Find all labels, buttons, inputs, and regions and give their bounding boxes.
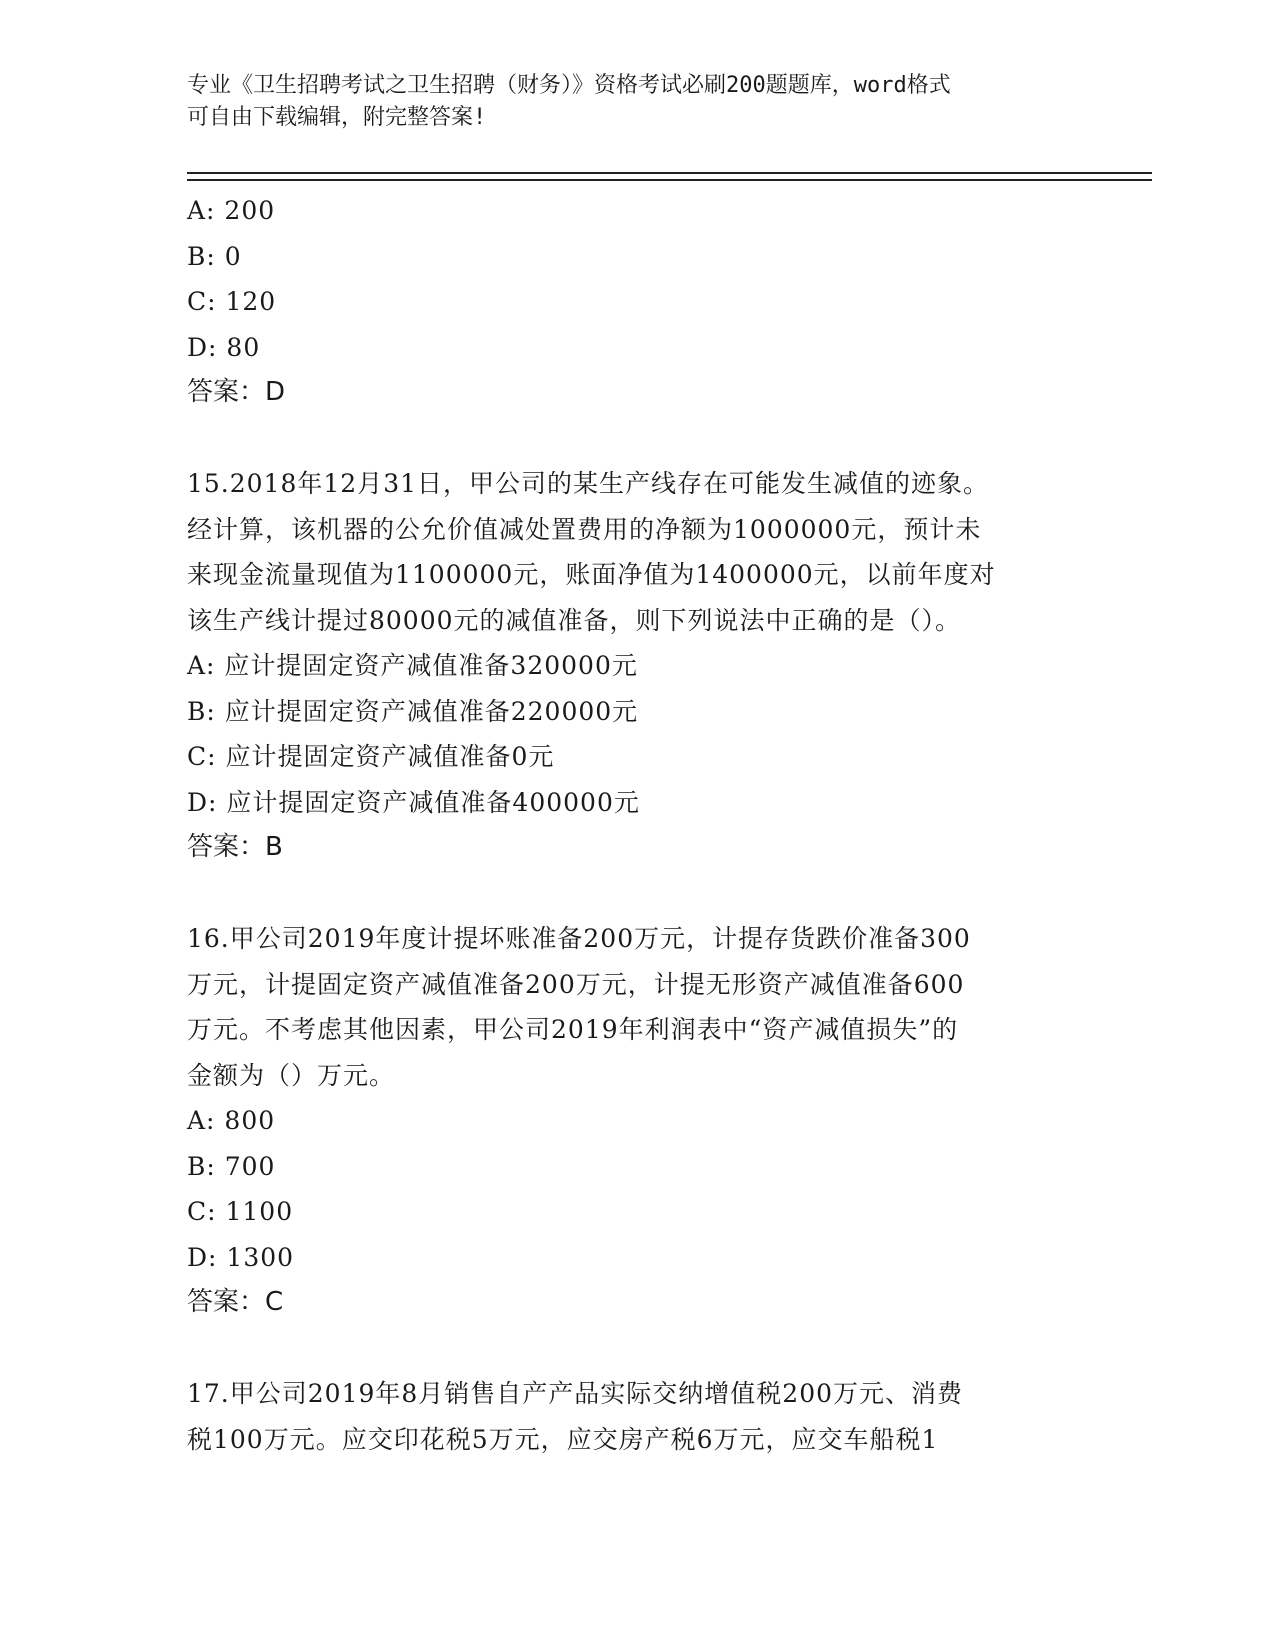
document-header bbox=[187, 70, 1087, 134]
header-divider-bottom bbox=[187, 179, 1152, 181]
question-15 bbox=[187, 461, 1087, 871]
question-text-line: 万元。不考虑其他因素，甲公司2019年利润表中“资产减值损失”的 bbox=[187, 1015, 959, 1044]
prev-question bbox=[187, 188, 1087, 416]
header-divider-top bbox=[187, 172, 1152, 174]
option-a: A: 200 bbox=[187, 196, 276, 225]
question-text-line: 15.2018年12月31日，甲公司的某生产线存在可能发生减值的迹象。 bbox=[187, 469, 990, 498]
option-c: C: 120 bbox=[187, 287, 277, 316]
question-text-line: 经计算，该机器的公允价值减处置费用的净额为1000000元，预计未 bbox=[187, 514, 982, 544]
question-text-line: 来现金流量现值为1100000元，账面净值为1400000元，以前年度对 bbox=[187, 560, 996, 589]
question-text-line: 万元，计提固定资产减值准备200万元，计提无形资产减值准备600 bbox=[187, 969, 965, 999]
header-line-2: 可自由下载编辑，附完整答案! bbox=[187, 105, 487, 130]
question-text-line: 金额为（）万元。 bbox=[187, 1060, 396, 1090]
option-d: D: 1300 bbox=[187, 1242, 295, 1272]
option-a: A: 800 bbox=[187, 1106, 276, 1135]
question-text-line: 17.甲公司2019年8月销售自产产品实际交纳增值税200万元、消费 bbox=[187, 1379, 964, 1408]
option-c: C: 应计提固定资产减值准备0元 bbox=[187, 742, 555, 771]
option-a: A: 应计提固定资产减值准备320000元 bbox=[187, 651, 638, 680]
answer: 答案：B bbox=[187, 832, 283, 862]
question-17 bbox=[187, 1371, 1087, 1462]
document-body bbox=[187, 188, 1087, 1462]
question-text-line: 16.甲公司2019年度计提坏账准备200万元，计提存货跌价准备300 bbox=[187, 924, 971, 953]
header-line-1: 专业《卫生招聘考试之卫生招聘（财务）》资格考试必刷200题题库，word格式 bbox=[187, 73, 951, 98]
answer: 答案：D bbox=[187, 377, 286, 407]
option-b: B: 应计提固定资产减值准备220000元 bbox=[187, 696, 639, 726]
option-b: B: 0 bbox=[187, 241, 242, 271]
question-text-line: 税100万元。应交印花税5万元，应交房产税6万元，应交车船税1 bbox=[187, 1424, 939, 1454]
option-d: D: 应计提固定资产减值准备400000元 bbox=[187, 787, 640, 817]
option-c: C: 1100 bbox=[187, 1197, 294, 1226]
question-text-line: 该生产线计提过80000元的减值准备，则下列说法中正确的是（）。 bbox=[187, 605, 962, 635]
question-16 bbox=[187, 916, 1087, 1326]
answer: 答案：C bbox=[187, 1287, 284, 1317]
option-b: B: 700 bbox=[187, 1151, 276, 1181]
option-d: D: 80 bbox=[187, 332, 261, 362]
